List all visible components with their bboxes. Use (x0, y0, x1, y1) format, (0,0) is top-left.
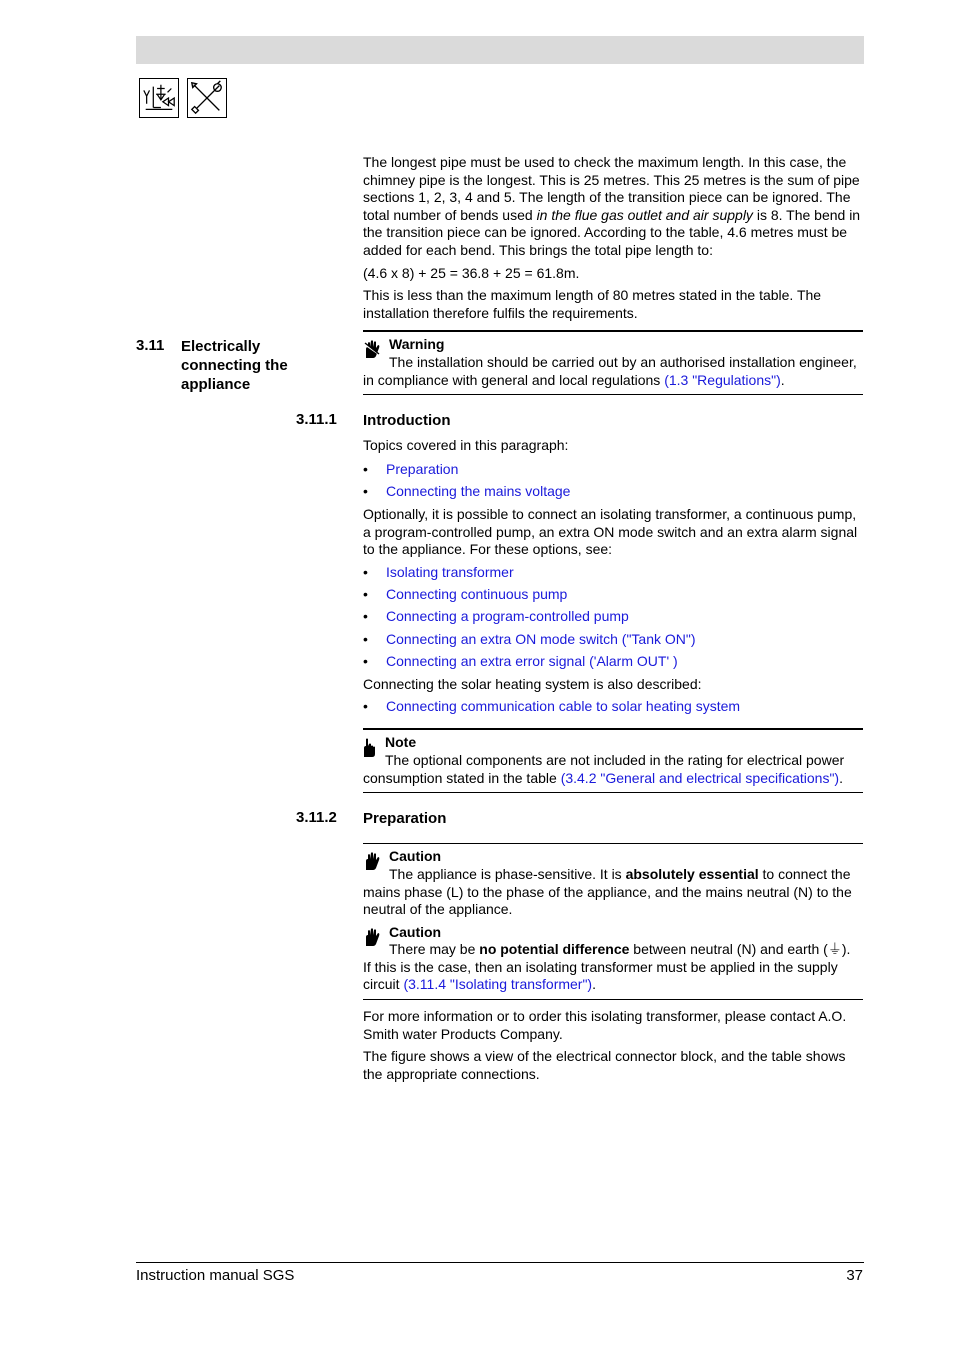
bullet-icon: • (363, 483, 368, 499)
optional-text: Optionally, it is possible to connect an isolating transformer, a continuous pump, a program-controlled pump, an extra ON mode switch and an extra alarm signal to the appliance. For these options, see: (363, 506, 858, 558)
topics-label: Topics covered in this paragraph: (363, 437, 569, 453)
formula-text: (4.6 x 8) + 25 = 36.8 + 25 = 61.8m. (363, 265, 580, 281)
installer-valve-icon (139, 78, 179, 118)
caution-1-title: Caution (389, 848, 442, 864)
note-text: The optional components are not included in the rating for electrical power consumption stated in the table (3.4.2 "General and electrical specifications"). (363, 752, 845, 786)
warning-title: Warning (389, 336, 445, 352)
bullet-icon: • (363, 586, 368, 602)
link-continuous-pump[interactable]: Connecting continuous pump (386, 586, 568, 602)
warning-text: The installation should be carried out by an authorised installation engineer, in compliance with general and local regulations (1.3 "Regulations"). (363, 354, 857, 388)
footer-manual-title: Instruction manual SGS (136, 1267, 295, 1284)
link-tank-on-switch[interactable]: Connecting an extra ON mode switch ("Tank ON") (386, 631, 696, 647)
solar-text: Connecting the solar heating system is also described: (363, 676, 702, 692)
caution-top-rule (363, 843, 863, 844)
earth-symbol-icon: ⏚ (827, 941, 842, 957)
link-alarm-out-signal[interactable]: Connecting an extra error signal ('Alarm OUT' ) (386, 653, 678, 669)
bullet-icon: • (363, 653, 368, 669)
header-bar (136, 36, 864, 64)
specifications-link[interactable]: (3.4.2 "General and electrical specifications") (560, 769, 840, 786)
caution-bottom-rule (363, 999, 863, 1000)
bullet-icon: • (363, 631, 368, 647)
warning-bottom-rule (363, 394, 863, 395)
intro-paragraph-1: The longest pipe must be used to check the maximum length. In this case, the chimney pipe is the longest. This is 25 metres. This 25 metres is the sum of pipe sections 1, 2, 3, 4 and 5. The length of the transition piece can be ignored. The total number of bends used in the flue gas outlet and air supply is 8. The bend in the transition piece can be ignored. According to the table, 4.6 metres must be added for each bend. This brings the total pipe length to: (363, 154, 861, 258)
section-title-introduction: Introduction (363, 412, 451, 429)
caution-2-title: Caution (389, 924, 442, 940)
isolating-transformer-link[interactable]: (3.11.4 "Isolating transformer") (403, 976, 593, 993)
section-title-preparation: Preparation (363, 810, 447, 827)
figure-paragraph: The figure shows a view of the electrical connector block, and the table shows the appropriate connections. (363, 1048, 846, 1082)
caution-1-text: The appliance is phase-sensitive. It is absolutely essential to connect the mains phase (L) to the phase of the appliance, and the mains neutral (N) to the neutral of the appliance. (363, 866, 852, 918)
link-preparation[interactable]: Preparation (386, 461, 459, 477)
note-bottom-rule (363, 792, 863, 793)
tools-wrench-screwdriver-icon (187, 78, 227, 118)
bullet-icon: • (363, 564, 368, 580)
intro-paragraph-2: This is less than the maximum length of 80 metres stated in the table. The installation therefore fulfils the requirements. (363, 287, 822, 321)
link-connecting-mains-voltage[interactable]: Connecting the mains voltage (386, 483, 571, 499)
section-number-3-11-2: 3.11.2 (296, 809, 337, 826)
more-info-paragraph: For more information or to order this isolating transformer, please contact A.O. Smith water Products Company. (363, 1008, 847, 1042)
note-title: Note (385, 734, 417, 750)
link-program-controlled-pump[interactable]: Connecting a program-controlled pump (386, 608, 629, 624)
regulations-link[interactable]: (1.3 "Regulations") (664, 371, 781, 388)
link-solar-communication-cable[interactable]: Connecting communication cable to solar heating system (386, 698, 741, 714)
section-title-3-11: Electrically connecting the appliance (181, 338, 288, 393)
bullet-icon: • (363, 608, 368, 624)
link-isolating-transformer[interactable]: Isolating transformer (386, 564, 514, 580)
bullet-icon: • (363, 698, 368, 714)
note-top-rule (363, 728, 863, 730)
bullet-icon: • (363, 461, 368, 477)
page-number: 37 (846, 1267, 863, 1284)
warning-top-rule (363, 330, 863, 332)
section-number-3-11: 3.11 (136, 337, 165, 354)
section-number-3-11-1: 3.11.1 (296, 411, 337, 428)
footer-rule (136, 1262, 864, 1263)
caution-2-text: There may be no potential difference between neutral (N) and earth (⏚). If this is the case, then an isolating transformer must be applied in the supply circuit (3.11.4 "Isolating transformer"). (363, 941, 851, 993)
